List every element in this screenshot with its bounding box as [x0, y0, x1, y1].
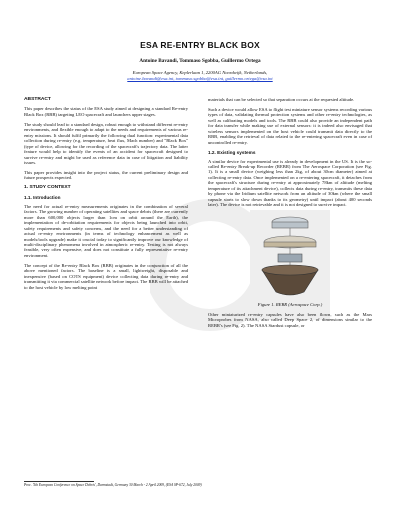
right-paragraph-4: Other miniaturized re-entry capsules have also been flown, such as the Mars Microprobes from NASA, also called Deep Space 2, of dimensions similar to the REBR's (see Fig. 2). The NASA Stardust capsule, or — [208, 311, 372, 328]
figure-1-caption: Figure 1. REBR (Aerospace Corp.) — [257, 302, 323, 308]
existing-systems-paragraph: A similar device for experimental use is already in development in the US. It is the so-called Re-entry Break-up Recorder (REBR) from The Aerospace Corporation (see Fig. 1). It is a small device (weighing less than 2kg, of about 30cm diameter) aimed at collecting re-entry data. Once implemented on a re-entering spacecraft, it detaches from the spacecraft's structure during re-entry at approximately 78km of altitude (melting temperature of its attachment device), collects data during re-entry, transmits these data by phone via the Iridium satellite network from an altitude of 30km (where the small capsule starts to slow down thanks to its geometry) until impact (about 400 seconds later). The device is not retrievable and it is not designed to survive impact. — [208, 158, 372, 208]
abstract-paragraph-3: This paper provides insight into the project status, the current preliminary design and future prospects expected. — [24, 169, 188, 181]
abstract-paragraph-1: This paper describes the status of the ESA study aimed at designing a standard Re-entry Black Box (RBB) targeting LEO spacecraft and launchers upper stages. — [24, 106, 188, 117]
affiliation-emails[interactable]: antoine.bavandi@esa.int, tommaso.sgobba@esa.int, guillermo.ortega@esa.int — [127, 76, 273, 81]
right-column — [208, 97, 372, 332]
figure-1-rebr — [208, 212, 372, 300]
affiliation — [0, 70, 400, 82]
right-paragraph-2: Such a device would allow ESA to flight test miniature sensor systems recording various types of data, validating thermal protection systems and other re-entry technologies, as well as calibrating models and tools. The RBB could also provide an independent path for data transfer while making use of external sensors: it is indeed also envisaged that wireless sensors implemented on the host vehicle could transmit data directly to the RBB, enabling the retrieval of data related to the re-entering spacecraft even in case of uncontrolled re-entry. — [208, 106, 372, 145]
affiliation-address: European Space Agency, Keplerlaan 1, 2200AG Noordwijk, Netherlands, — [132, 70, 268, 75]
author-list: Antoine Bavandi, Tommaso Sgobba, Guillermo Ortega — [139, 58, 261, 64]
right-paragraph-1: materials that can be selected so that separation occurs at the requested altitude. — [208, 97, 355, 102]
introduction-paragraph-2: The concept of the Re-entry Black Box (RBB) originates in the conjunction of all the above mentioned factors. The baseline is a small, lightweight, disposable and inexpensive (based on COTS equipment) device collecting data during re-entry and transmitting it via commercial satellite network before impact. The RBB will be attached to the host vehicle by low melting point — [24, 262, 188, 290]
section-heading-study-context: 1. STUDY CONTEXT — [24, 185, 71, 191]
abstract-paragraph-2: The study should lead to a standard design, robust enough to withstand different re-entry environments, and flexible enough to adapt to the needs and requirements of various re-entry missions. It should fulfil primarily the following dual function: experimental data collection during re-entry (e.g. temperature, heat flux, Mach number) and "Black Box" (type of device, allowing for the recording of the spacecraft's trajectory data. The latter feature would help to identify the events of an accident for spacecraft designed to survive re-entry and might be used as reference data in case of litigation and liability issues. — [24, 121, 188, 166]
introduction-paragraph-1: The need for actual re-entry measurements originates in the combination of several factors. The growing number of operating satellites and space debris (there are currently more than 600,000 objects larger than 1cm on orbit around the Earth), the implementation of de-orbitation requirements for objects being launched into orbit, safety requirements and safety concerns, and the need for a better understanding of actual re-entry environments (in terms of technology enhancement as well as models/tools upgrade) make it crucial today to significantly improve our knowledge of multi-disciplinary phenomena involved in atmospheric re-entry. Testing is not always feasible, very often expensive, and does not constitute a fully representative re-entry environment. — [24, 203, 188, 258]
subsection-heading-introduction: 1.1. Introduction — [24, 194, 61, 200]
subsection-heading-existing-systems: 1.2. Existing systems — [208, 149, 256, 155]
abstract-heading: ABSTRACT — [24, 97, 51, 102]
paper-title: ESA RE-ENTRY BLACK BOX — [140, 40, 260, 50]
conference-footnote: Proc. '5th European Conference on Space Debris', Darmstadt, Germany 30 March - 2 April 2009, (ESA SP-672, July 2009) — [24, 483, 202, 487]
rebr-device-illustration — [242, 212, 338, 300]
left-column — [24, 97, 188, 295]
footnote-divider — [24, 481, 94, 482]
